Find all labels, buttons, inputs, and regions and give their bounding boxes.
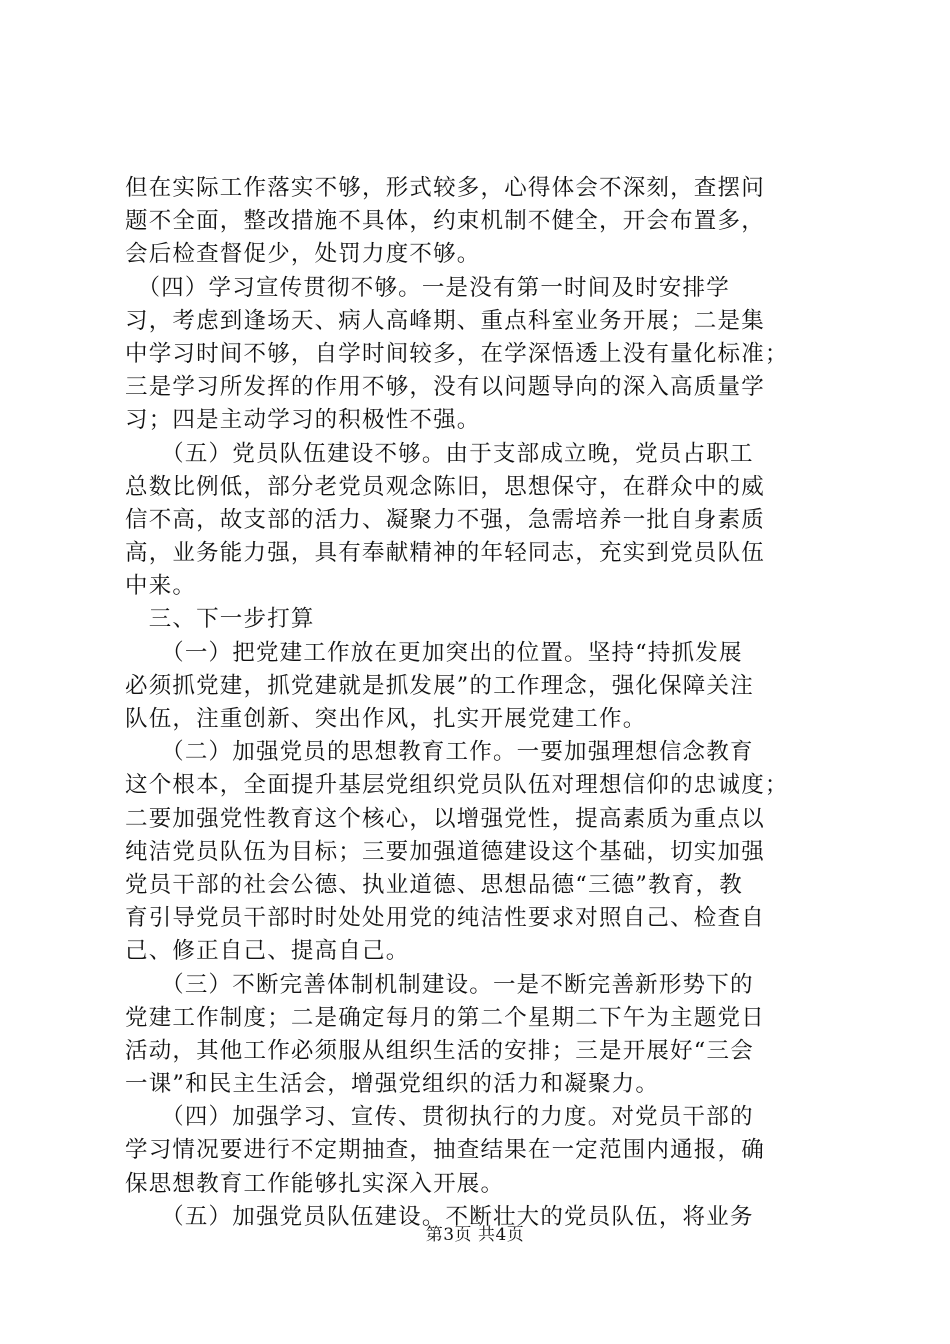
text-line: 己、修正自己、提高自己。 bbox=[125, 938, 410, 965]
text-line: （五）党员队伍建设不够。由于支部成立晚，党员占职工 bbox=[125, 440, 754, 467]
section-heading: 三、下一步打算 bbox=[125, 606, 315, 633]
text-line: 必须抓党建，抓党建就是抓发展”的工作理念，强化保障关注 bbox=[125, 672, 754, 699]
text-line: 信不高，故支部的活力、凝聚力不强，急需培养一批自身素质 bbox=[125, 506, 765, 533]
text-line: 总数比例低，部分老党员观念陈旧，思想保守，在群众中的威 bbox=[125, 473, 765, 500]
text-line: 三是学习所发挥的作用不够，没有以问题导向的深入高质量学 bbox=[125, 374, 765, 401]
text-line: （一）把党建工作放在更加突出的位置。坚持“持抓发展 bbox=[125, 639, 743, 666]
text-line: 纯洁党员队伍为目标；三要加强道德建设这个基础，切实加强 bbox=[125, 838, 765, 865]
text-line: （四）加强学习、宣传、贯彻执行的力度。对党员干部的 bbox=[125, 1104, 754, 1131]
text-line: 队伍，注重创新、突出作风，扎实开展党建工作。 bbox=[125, 706, 647, 732]
text-line: 一课”和民主生活会，增强党组织的活力和凝聚力。 bbox=[125, 1071, 660, 1098]
text-line: 二要加强党性教育这个核心，以增强党性，提高素质为重点以 bbox=[125, 805, 765, 832]
text-line: 活动，其他工作必须服从组织生活的安排；三是开展好“三会 bbox=[125, 1037, 754, 1064]
text-line: （二）加强党员的思想教育工作。一要加强理想信念教育 bbox=[125, 739, 754, 766]
text-line: 学习情况要进行不定期抽查，抽查结果在一定范围内通报，确 bbox=[125, 1137, 765, 1164]
text-line: 中来。 bbox=[125, 573, 197, 600]
page-number-footer: 第3页 共4页 bbox=[425, 1225, 525, 1245]
text-line: 育引导党员干部时时处处用党的纯洁性要求对照自己、检查自 bbox=[125, 905, 765, 932]
document-body bbox=[125, 172, 835, 1234]
text-line: （四）学习宣传贯彻不够。一是没有第一时间及时安排学 bbox=[125, 274, 730, 301]
text-line: 习；四是主动学习的积极性不强。 bbox=[125, 407, 481, 434]
text-line: 党建工作制度；二是确定每月的第二个星期二下午为主题党日 bbox=[125, 1004, 765, 1031]
text-line: 中学习时间不够，自学时间较多，在学深悟透上没有量化标准； bbox=[125, 340, 789, 367]
text-line: 党员干部的社会公德、执业道德、思想品德“三德”教育，教 bbox=[125, 871, 743, 898]
text-line: 习，考虑到逢场天、病人高峰期、重点科室业务开展；二是集 bbox=[125, 307, 765, 334]
text-line: （三）不断完善体制机制建设。一是不断完善新形势下的 bbox=[125, 971, 754, 998]
text-line: 保思想教育工作能够扎实深入开展。 bbox=[125, 1170, 505, 1197]
text-line: 高，业务能力强，具有奉献精神的年轻同志，充实到党员队伍 bbox=[125, 540, 765, 567]
text-line: 会后检查督促少，处罚力度不够。 bbox=[125, 241, 481, 268]
text-line: 题不全面，整改措施不具体，约束机制不健全，开会布置多， bbox=[125, 208, 765, 235]
text-line: （五）加强党员队伍建设。不断壮大的党员队伍，将业务 bbox=[125, 1203, 754, 1230]
text-line: 但在实际工作落实不够，形式较多，心得体会不深刻，查摆问 bbox=[125, 175, 765, 201]
text-line: 这个根本，全面提升基层党组织党员队伍对理想信仰的忠诚度； bbox=[125, 772, 789, 799]
